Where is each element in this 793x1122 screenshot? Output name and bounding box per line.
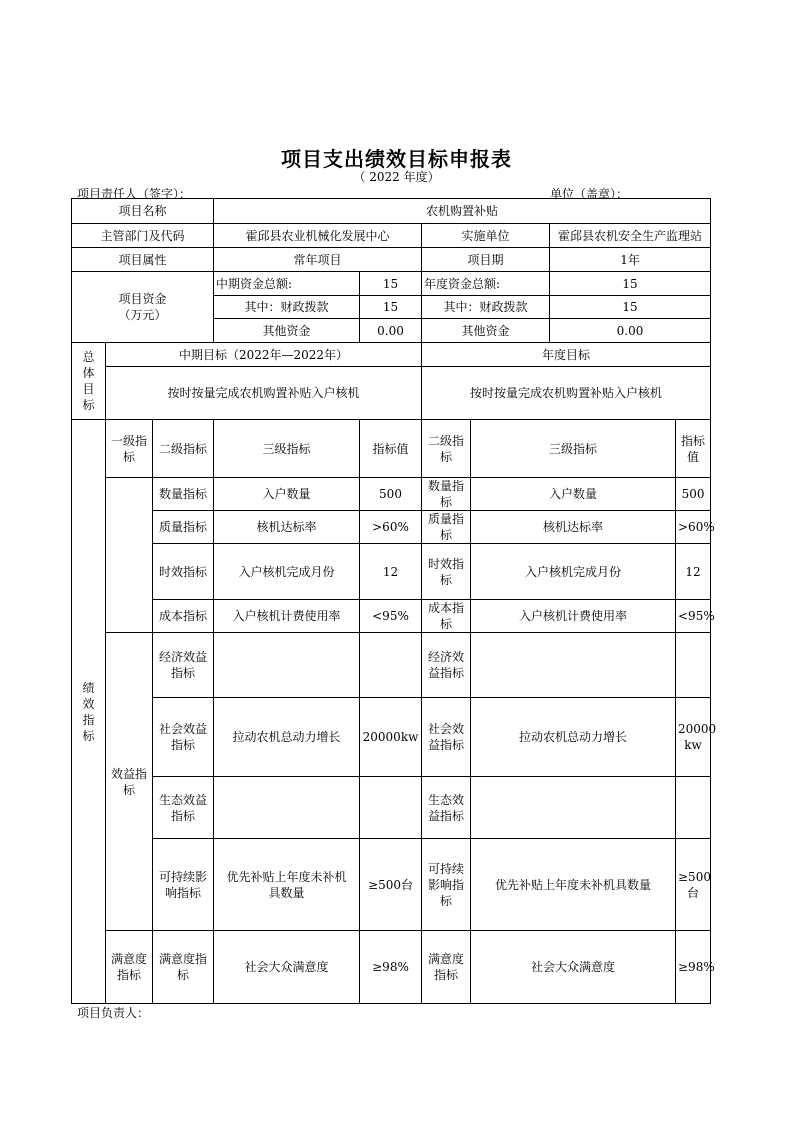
text-line: 益指标 [427, 808, 464, 823]
year-goal-header: 年度目标 [422, 343, 711, 367]
year-output-l3: 核机达标率 [471, 511, 676, 544]
text-line: 标 [439, 495, 452, 509]
year-satisfaction-l2 [422, 931, 471, 1004]
year-output-l2 [422, 511, 471, 544]
text-line: 标 [439, 572, 452, 587]
year-goal-text: 按时按量完成农机购置补贴入户核机 [422, 367, 711, 420]
output-l2: 时效指标 [153, 544, 214, 600]
year-value-header [676, 420, 711, 478]
year-output-l3: 入户核机完成月份 [471, 544, 676, 600]
benefit-value: 20000kw [360, 698, 422, 777]
text-line: 标 [439, 449, 452, 464]
year-output-value: 12 [676, 544, 711, 600]
benefit-l3: 拉动农机总动力增长 [214, 698, 360, 777]
year-satisfaction-value: ≥98% [676, 931, 711, 1004]
text-line: 指标 [170, 808, 195, 823]
benefit-value [360, 633, 422, 698]
funds-label-line2: （万元） [118, 308, 167, 322]
year-benefit-l2 [422, 633, 471, 698]
text-line: 标 [176, 968, 189, 982]
project-name-label: 项目名称 [72, 199, 214, 224]
side-char: 绩 [82, 680, 95, 695]
text-line: 社会效益 [158, 722, 207, 736]
mid-total-label: 中期资金总额: [214, 272, 360, 296]
side-char: 指 [82, 712, 95, 727]
side-char: 标 [82, 398, 95, 412]
year-sustain-l3: 优先补贴上年度未补机具数量 [471, 839, 676, 931]
benefit-l3 [214, 777, 360, 839]
output-value: 500 [360, 478, 422, 511]
text-line: ≥500 [678, 869, 711, 884]
text-line: 二级指 [427, 433, 464, 448]
text-line: 指标 [433, 968, 458, 982]
satisfaction-l1 [106, 931, 153, 1004]
text-line: 指标 [170, 738, 195, 752]
mid-other-label: 其他资金 [214, 319, 360, 343]
year-output-l2 [422, 478, 471, 511]
side-char: 目 [82, 382, 95, 396]
year-fiscal-label: 其中：财政拨款 [422, 296, 550, 319]
performance-indicator-side-label [72, 420, 106, 1004]
level1-header [106, 420, 153, 478]
text-line: 满意度 [110, 952, 147, 966]
benefit-l2 [153, 698, 214, 777]
year-output-l2 [422, 544, 471, 600]
sustain-l2 [153, 839, 214, 931]
text-line: 益指标 [427, 666, 464, 680]
text-line: 标 [439, 528, 452, 542]
text-line: kw [684, 738, 702, 752]
output-l3: 核机达标率 [214, 511, 360, 544]
text-line: 具数量 [268, 885, 305, 900]
text-line: 标 [122, 449, 135, 464]
output-l3: 入户核机计费使用率 [214, 600, 360, 633]
sustain-value: ≥500台 [360, 839, 422, 931]
text-line: 指标 [170, 666, 195, 680]
mid-goal-header: 中期目标（2022年—2022年） [106, 343, 422, 367]
impl-unit-value: 霍邱县农机安全生产监理站 [550, 224, 711, 248]
text-line: 标 [439, 893, 452, 908]
year-benefit-value [676, 777, 711, 839]
year-benefit-value [676, 633, 711, 698]
year-fiscal-value: 15 [550, 296, 711, 319]
level2-header: 二级指标 [153, 420, 214, 478]
text-line: 影响指 [427, 877, 464, 892]
year-benefit-l2 [422, 777, 471, 839]
output-l2: 数量指标 [153, 478, 214, 511]
mid-other-value: 0.00 [360, 319, 422, 343]
year-output-value: >60% [676, 511, 711, 544]
year-benefit-l3 [471, 777, 676, 839]
year-sustain-value [676, 839, 711, 931]
dept-label: 主管部门及代码 [72, 224, 214, 248]
year-benefit-l3 [471, 633, 676, 698]
text-line: 成本指 [427, 601, 464, 615]
funds-label [72, 272, 214, 343]
side-char: 标 [82, 728, 95, 743]
year-line: （ 2022 年度） [353, 170, 440, 184]
year-benefit-l2 [422, 698, 471, 777]
output-value: <95% [360, 600, 422, 633]
text-line: 标 [439, 617, 452, 631]
benefit-indicator-label [106, 633, 153, 931]
signer-label: 项目责任人（签字）： [77, 187, 192, 201]
project-attr-label: 项目属性 [72, 248, 214, 272]
satisfaction-value: ≥98% [360, 931, 422, 1004]
impl-unit-label: 实施单位 [422, 224, 550, 248]
performance-goal-table [71, 198, 717, 1004]
unit-seal-label: 单位（盖章）： [550, 187, 629, 201]
text-line: 经济效 [427, 650, 464, 664]
output-indicator-group [106, 478, 153, 633]
text-line: 质量指 [427, 512, 464, 526]
value-header: 指标值 [360, 420, 422, 478]
output-value: 12 [360, 544, 422, 600]
text-line: 生态效益 [158, 792, 207, 807]
mid-fiscal-label: 其中：财政拨款 [214, 296, 360, 319]
benefit-l3 [214, 633, 360, 698]
mid-fiscal-value: 15 [360, 296, 422, 319]
sustain-l3 [214, 839, 360, 931]
year-level3-header: 三级指标 [471, 420, 676, 478]
text-line: 20000 [678, 722, 717, 736]
text-line: 效益指 [110, 766, 147, 781]
text-line: 优先补贴上年度未补机 [226, 869, 347, 884]
text-line: 满意度指 [158, 952, 207, 966]
year-output-value: 500 [676, 478, 711, 511]
text-line: 一级指 [110, 433, 147, 448]
side-char: 效 [82, 696, 95, 711]
text-line: 社会效 [427, 722, 464, 736]
project-attr-value: 常年项目 [214, 248, 422, 272]
output-l3: 入户核机完成月份 [214, 544, 360, 600]
text-line: 指标 [116, 968, 141, 982]
benefit-l2 [153, 777, 214, 839]
text-line: 台 [687, 885, 700, 900]
year-output-value: <95% [676, 600, 711, 633]
project-period-label: 项目期 [422, 248, 550, 272]
year-benefit-l3: 拉动农机总动力增长 [471, 698, 676, 777]
year-output-l2 [422, 600, 471, 633]
year-other-value: 0.00 [550, 319, 711, 343]
year-total-value: 15 [550, 272, 711, 296]
funds-label-line1: 项目资金 [118, 292, 167, 306]
text-line: 可持续 [427, 861, 464, 876]
page-title: 项目支出绩效目标申报表 [281, 147, 512, 171]
satisfaction-l2 [153, 931, 214, 1004]
year-sustain-l2 [422, 839, 471, 931]
side-char: 总 [82, 350, 95, 364]
year-other-label: 其他资金 [422, 319, 550, 343]
satisfaction-l3: 社会大众满意度 [214, 931, 360, 1004]
mid-total-value: 15 [360, 272, 422, 296]
year-satisfaction-l3: 社会大众满意度 [471, 931, 676, 1004]
text-line: 经济效益 [158, 650, 207, 664]
year-output-l3: 入户数量 [471, 478, 676, 511]
benefit-value [360, 777, 422, 839]
year-output-l3: 入户核机计费使用率 [471, 600, 676, 633]
year-level2-header [422, 420, 471, 478]
text-line: 响指标 [164, 885, 201, 900]
overall-goal-side-label [72, 343, 106, 420]
year-benefit-value [676, 698, 717, 777]
output-l3: 入户数量 [214, 478, 360, 511]
dept-value: 霍邱县农业机械化发展中心 [214, 224, 422, 248]
text-line: 值 [687, 449, 700, 464]
text-line: 时效指 [427, 556, 464, 571]
output-l2: 质量指标 [153, 511, 214, 544]
level3-header: 三级指标 [214, 420, 360, 478]
output-l2: 成本指标 [153, 600, 214, 633]
text-line: 数量指 [427, 479, 464, 493]
text-line: 生态效 [427, 792, 464, 807]
text-line: 满意度 [427, 952, 464, 966]
text-line: 益指标 [427, 738, 464, 752]
benefit-l2 [153, 633, 214, 698]
project-period-value: 1年 [550, 248, 711, 272]
text-line: 可持续影 [158, 869, 207, 884]
mid-goal-text: 按时按量完成农机购置补贴入户核机 [106, 367, 422, 420]
project-name-value: 农机购置补贴 [214, 199, 711, 224]
side-char: 体 [82, 366, 95, 380]
project-responsible-label: 项目负责人： [77, 1006, 150, 1020]
output-value: >60% [360, 511, 422, 544]
year-total-label: 年度资金总额: [422, 272, 550, 296]
text-line: 指标 [681, 433, 706, 448]
text-line: 标 [122, 782, 135, 797]
